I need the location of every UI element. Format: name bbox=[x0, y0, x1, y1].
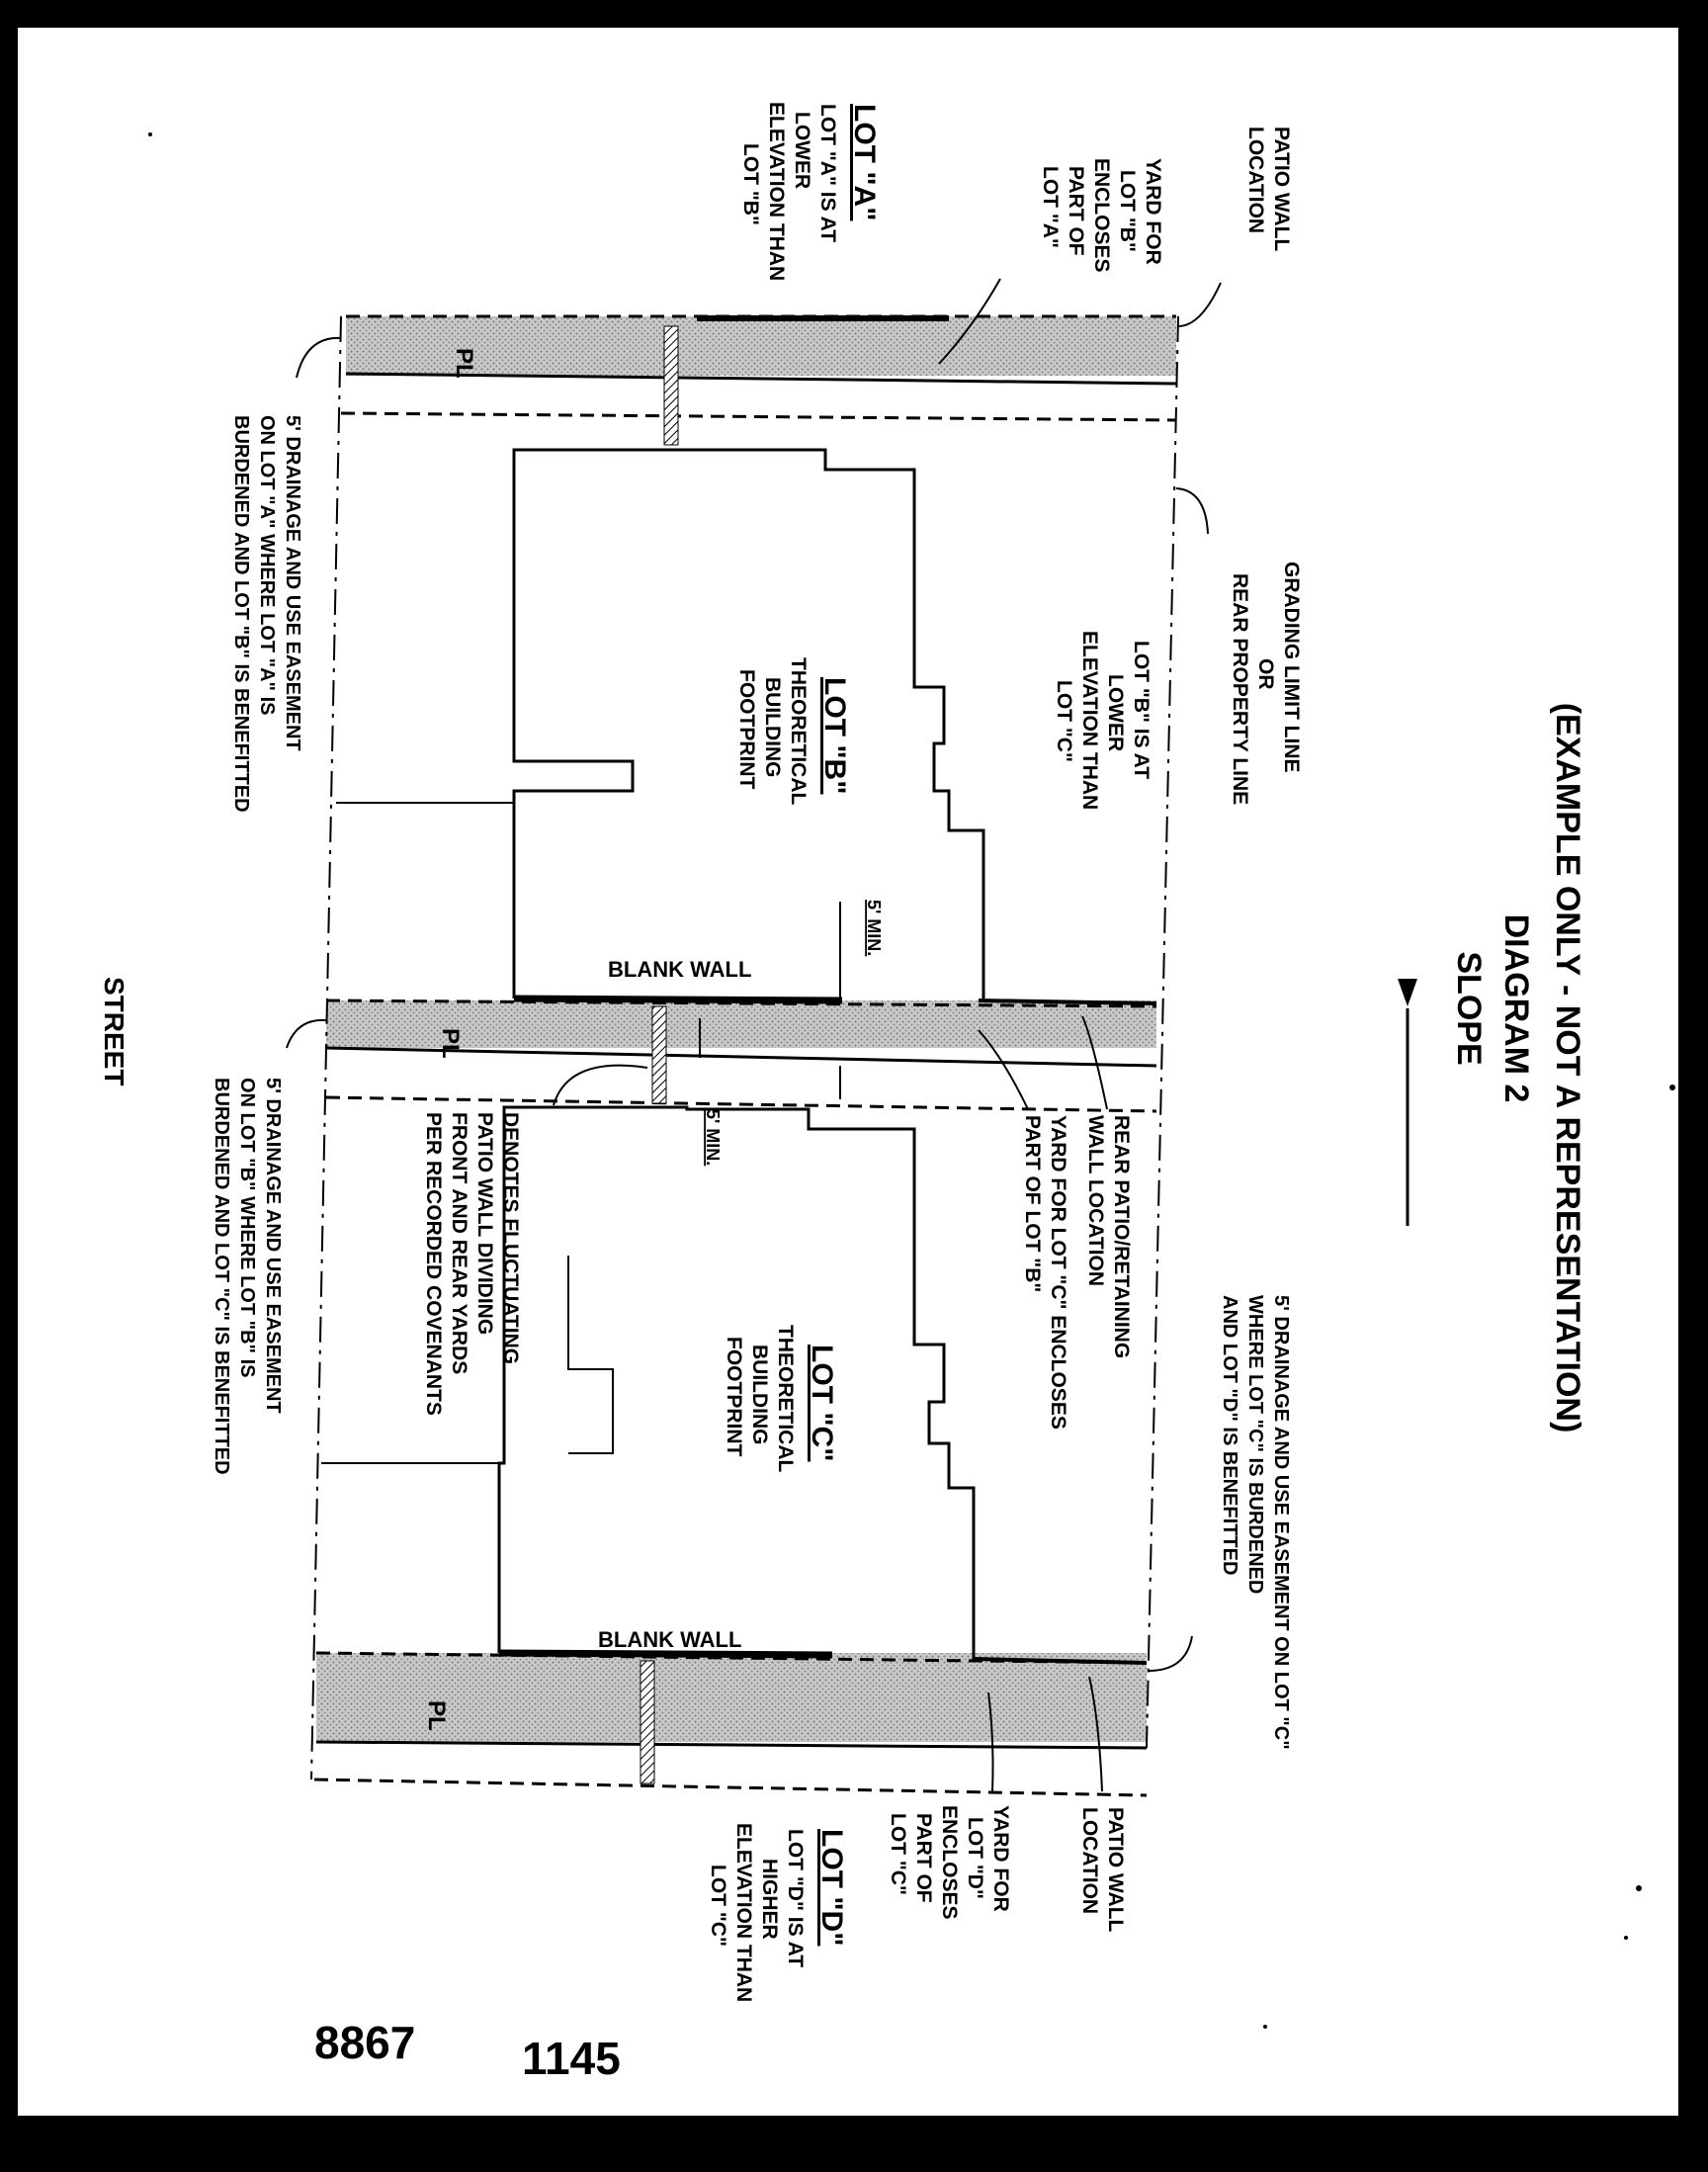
svg-text:FOOTPRINT: FOOTPRINT bbox=[723, 1337, 745, 1457]
svg-text:ON LOT "A" WHERE LOT "A" IS: ON LOT "A" WHERE LOT "A" IS bbox=[256, 415, 278, 716]
svg-text:PART OF: PART OF bbox=[912, 1813, 935, 1903]
blank-wall-c bbox=[499, 1653, 832, 1655]
svg-text:PER RECORDED COVENANTS: PER RECORDED COVENANTS bbox=[422, 1112, 445, 1416]
svg-text:THEORETICAL: THEORETICAL bbox=[774, 1325, 797, 1473]
svg-text:FRONT AND REAR YARDS: FRONT AND REAR YARDS bbox=[448, 1112, 470, 1375]
svg-text:PATIO WALL: PATIO WALL bbox=[1270, 127, 1293, 252]
svg-text:WALL LOCATION: WALL LOCATION bbox=[1084, 1115, 1107, 1287]
patio-wall-hatch-c bbox=[640, 1661, 654, 1783]
patio-wall-hatch-a bbox=[664, 326, 678, 445]
svg-text:PART OF: PART OF bbox=[1065, 166, 1087, 256]
svg-text:PL: PL bbox=[423, 1700, 450, 1731]
pl-label-1 bbox=[451, 348, 477, 379]
patio-wall-hatch-b bbox=[652, 1006, 666, 1103]
svg-text:PL: PL bbox=[451, 348, 477, 379]
svg-text:LOT "B": LOT "B" bbox=[739, 143, 762, 225]
pl-label-2 bbox=[437, 1028, 464, 1059]
svg-text:5' DRAINAGE AND USE EASEMENT: 5' DRAINAGE AND USE EASEMENT bbox=[282, 415, 303, 751]
svg-text:YARD FOR: YARD FOR bbox=[989, 1805, 1012, 1912]
svg-text:BUILDING: BUILDING bbox=[761, 677, 784, 778]
svg-text:PATIO WALL: PATIO WALL bbox=[1104, 1807, 1127, 1933]
svg-text:REAR PATIO/RETAINING: REAR PATIO/RETAINING bbox=[1110, 1115, 1133, 1359]
lot-d-heading: LOT "D" bbox=[815, 1829, 848, 1947]
svg-text:HIGHER: HIGHER bbox=[758, 1859, 781, 1940]
slope-title: SLOPE bbox=[1450, 951, 1488, 1066]
svg-text:STREET: STREET bbox=[99, 977, 129, 1086]
svg-text:LOT "D": LOT "D" bbox=[964, 1817, 986, 1899]
svg-text:GRADING LIMIT LINE: GRADING LIMIT LINE bbox=[1280, 562, 1303, 773]
svg-text:BURDENED AND LOT "C" IS BENEFI: BURDENED AND LOT "C" IS BENEFITTED bbox=[211, 1078, 232, 1475]
pl-label-3 bbox=[423, 1700, 450, 1731]
svg-text:LOWER: LOWER bbox=[1104, 674, 1127, 752]
svg-text:5' DRAINAGE AND USE EASEMENT O: 5' DRAINAGE AND USE EASEMENT ON LOT "C" bbox=[1270, 1295, 1292, 1750]
svg-text:ELEVATION THAN: ELEVATION THAN bbox=[732, 1823, 755, 2003]
lot-c-heading: LOT "C" bbox=[806, 1345, 838, 1462]
book-number: 8867 bbox=[314, 2017, 416, 2068]
svg-text:PL: PL bbox=[437, 1028, 464, 1059]
svg-text:YARD FOR LOT "C" ENCLOSES: YARD FOR LOT "C" ENCLOSES bbox=[1047, 1115, 1069, 1430]
svg-text:BUILDING: BUILDING bbox=[748, 1345, 771, 1445]
lot-c-label bbox=[723, 1325, 838, 1473]
blank-wall-label-2 bbox=[598, 1627, 741, 1652]
svg-text:PART OF LOT "B": PART OF LOT "B" bbox=[1021, 1115, 1044, 1293]
svg-text:BLANK WALL: BLANK WALL bbox=[598, 1627, 742, 1652]
disclaimer-text: (EXAMPLE ONLY - NOT A REPRESENTATION) bbox=[1549, 702, 1586, 1434]
lot-a-heading: LOT "A" bbox=[848, 104, 881, 221]
svg-text:ENCLOSES: ENCLOSES bbox=[1090, 158, 1113, 273]
svg-text:THEORETICAL: THEORETICAL bbox=[787, 657, 810, 806]
five-min-label-1 bbox=[864, 900, 884, 956]
svg-text:DENOTES FLUCTUATING: DENOTES FLUCTUATING bbox=[499, 1112, 522, 1365]
svg-text:LOT "C": LOT "C" bbox=[1053, 680, 1075, 762]
svg-text:LOCATION: LOCATION bbox=[1078, 1807, 1101, 1915]
svg-text:LOT "C": LOT "C" bbox=[887, 1813, 909, 1895]
svg-text:LOT "B": LOT "B" bbox=[1116, 170, 1139, 252]
svg-text:REAR PROPERTY LINE: REAR PROPERTY LINE bbox=[1229, 573, 1251, 806]
diagram-title: DIAGRAM 2 bbox=[1497, 913, 1535, 1103]
lot-b-label bbox=[735, 657, 851, 806]
svg-text:PATIO WALL DIVIDING: PATIO WALL DIVIDING bbox=[473, 1112, 496, 1336]
svg-text:ENCLOSES: ENCLOSES bbox=[938, 1805, 961, 1920]
svg-text:WHERE LOT "C" IS BURDENED: WHERE LOT "C" IS BURDENED bbox=[1244, 1295, 1266, 1595]
svg-text:ELEVATION THAN: ELEVATION THAN bbox=[765, 102, 788, 282]
svg-text:LOT "B" IS AT: LOT "B" IS AT bbox=[1130, 641, 1153, 780]
svg-text:FOOTPRINT: FOOTPRINT bbox=[735, 669, 758, 790]
page-number: 1145 bbox=[522, 2033, 621, 2084]
blank-wall-label-1 bbox=[608, 957, 751, 982]
street-label bbox=[99, 977, 129, 1086]
five-min-label-2 bbox=[703, 1109, 723, 1166]
svg-text:BURDENED AND LOT "B" IS BENEFI: BURDENED AND LOT "B" IS BENEFITTED bbox=[230, 415, 252, 813]
svg-text:YARD FOR: YARD FOR bbox=[1142, 158, 1164, 265]
svg-text:5' MIN.: 5' MIN. bbox=[864, 900, 884, 957]
svg-text:LOT "A" IS AT: LOT "A" IS AT bbox=[816, 104, 839, 243]
svg-text:LOT "A": LOT "A" bbox=[1039, 166, 1062, 248]
svg-text:LOCATION: LOCATION bbox=[1244, 127, 1267, 234]
svg-text:ELEVATION THAN: ELEVATION THAN bbox=[1078, 631, 1101, 811]
svg-text:LOT "D" IS AT: LOT "D" IS AT bbox=[784, 1829, 807, 1968]
svg-text:LOWER: LOWER bbox=[791, 112, 813, 190]
svg-text:BLANK WALL: BLANK WALL bbox=[608, 957, 752, 982]
svg-text:5' MIN.: 5' MIN. bbox=[703, 1109, 723, 1167]
lot-b-heading: LOT "B" bbox=[818, 677, 851, 795]
blank-wall-b bbox=[514, 999, 842, 1000]
svg-text:ON LOT "B" WHERE LOT "B" IS: ON LOT "B" WHERE LOT "B" IS bbox=[236, 1078, 258, 1378]
svg-text:5' DRAINAGE AND USE EASEMENT: 5' DRAINAGE AND USE EASEMENT bbox=[262, 1078, 284, 1414]
svg-text:OR: OR bbox=[1254, 658, 1277, 690]
svg-text:LOT "C": LOT "C" bbox=[707, 1865, 729, 1947]
svg-text:AND LOT "D" IS BENEFITTED: AND LOT "D" IS BENEFITTED bbox=[1219, 1295, 1240, 1576]
